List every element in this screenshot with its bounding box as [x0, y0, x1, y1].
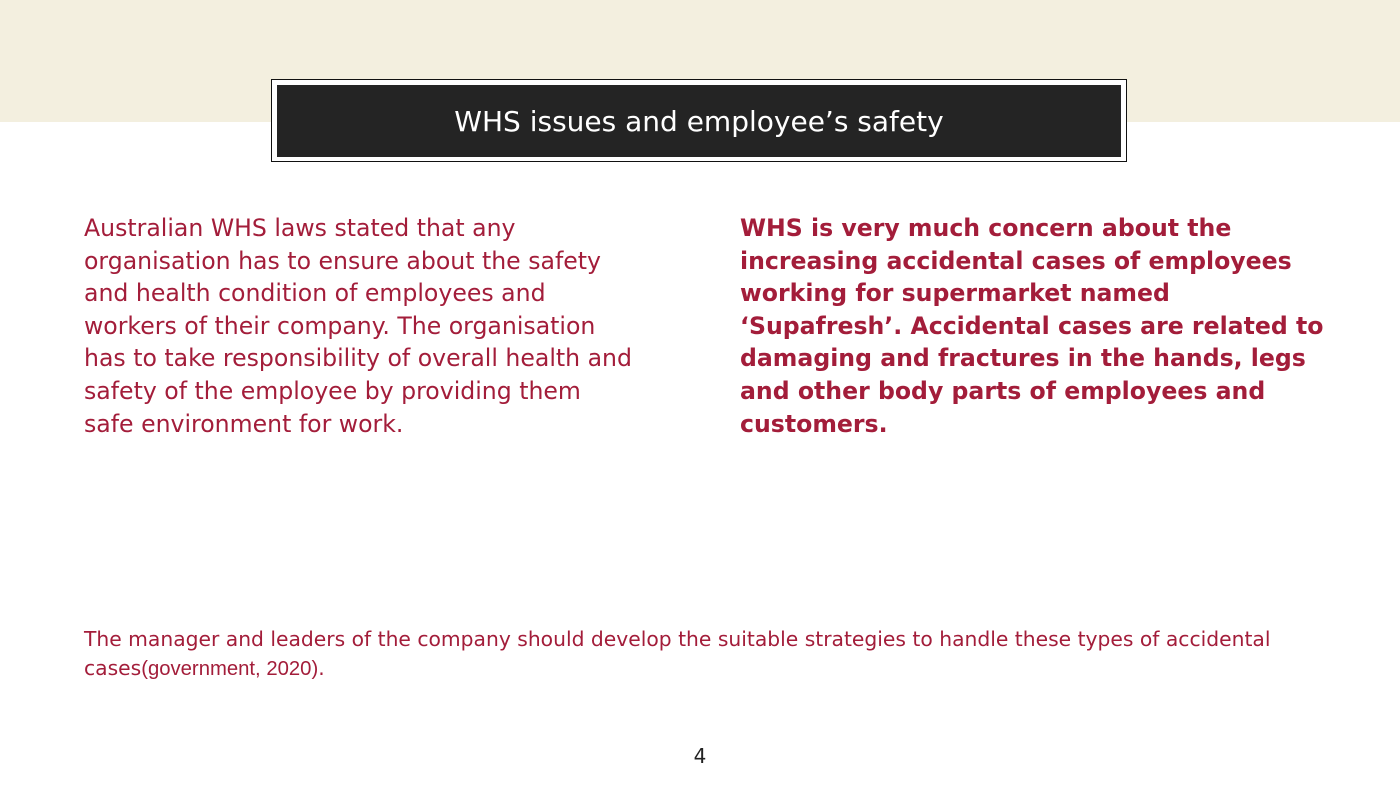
bottom-text: The manager and leaders of the company should develop the suitable strategies to handle these types of accidental cases — [84, 627, 1271, 680]
slide-title: WHS issues and employee’s safety — [454, 104, 944, 138]
right-paragraph: WHS is very much concern about the increasing accidental cases of employees working for supermarket named ‘Supafresh’. Accidental cases are related to damaging and fractures in the hands, legs and other body parts of employees and customers. — [740, 214, 1324, 438]
title-frame — [271, 79, 1127, 162]
slide-title-box — [277, 85, 1121, 157]
bottom-paragraph — [84, 625, 1324, 683]
citation: (government, 2020) — [141, 657, 319, 680]
bottom-end: . — [318, 655, 325, 680]
page-number: 4 — [693, 744, 707, 768]
left-paragraph: Australian WHS laws stated that any organisation has to ensure about the safety and health condition of employees and workers of their company. The organisation has to take responsibility of overall health and safety of the employee by providing them safe environment for work. — [84, 214, 632, 438]
